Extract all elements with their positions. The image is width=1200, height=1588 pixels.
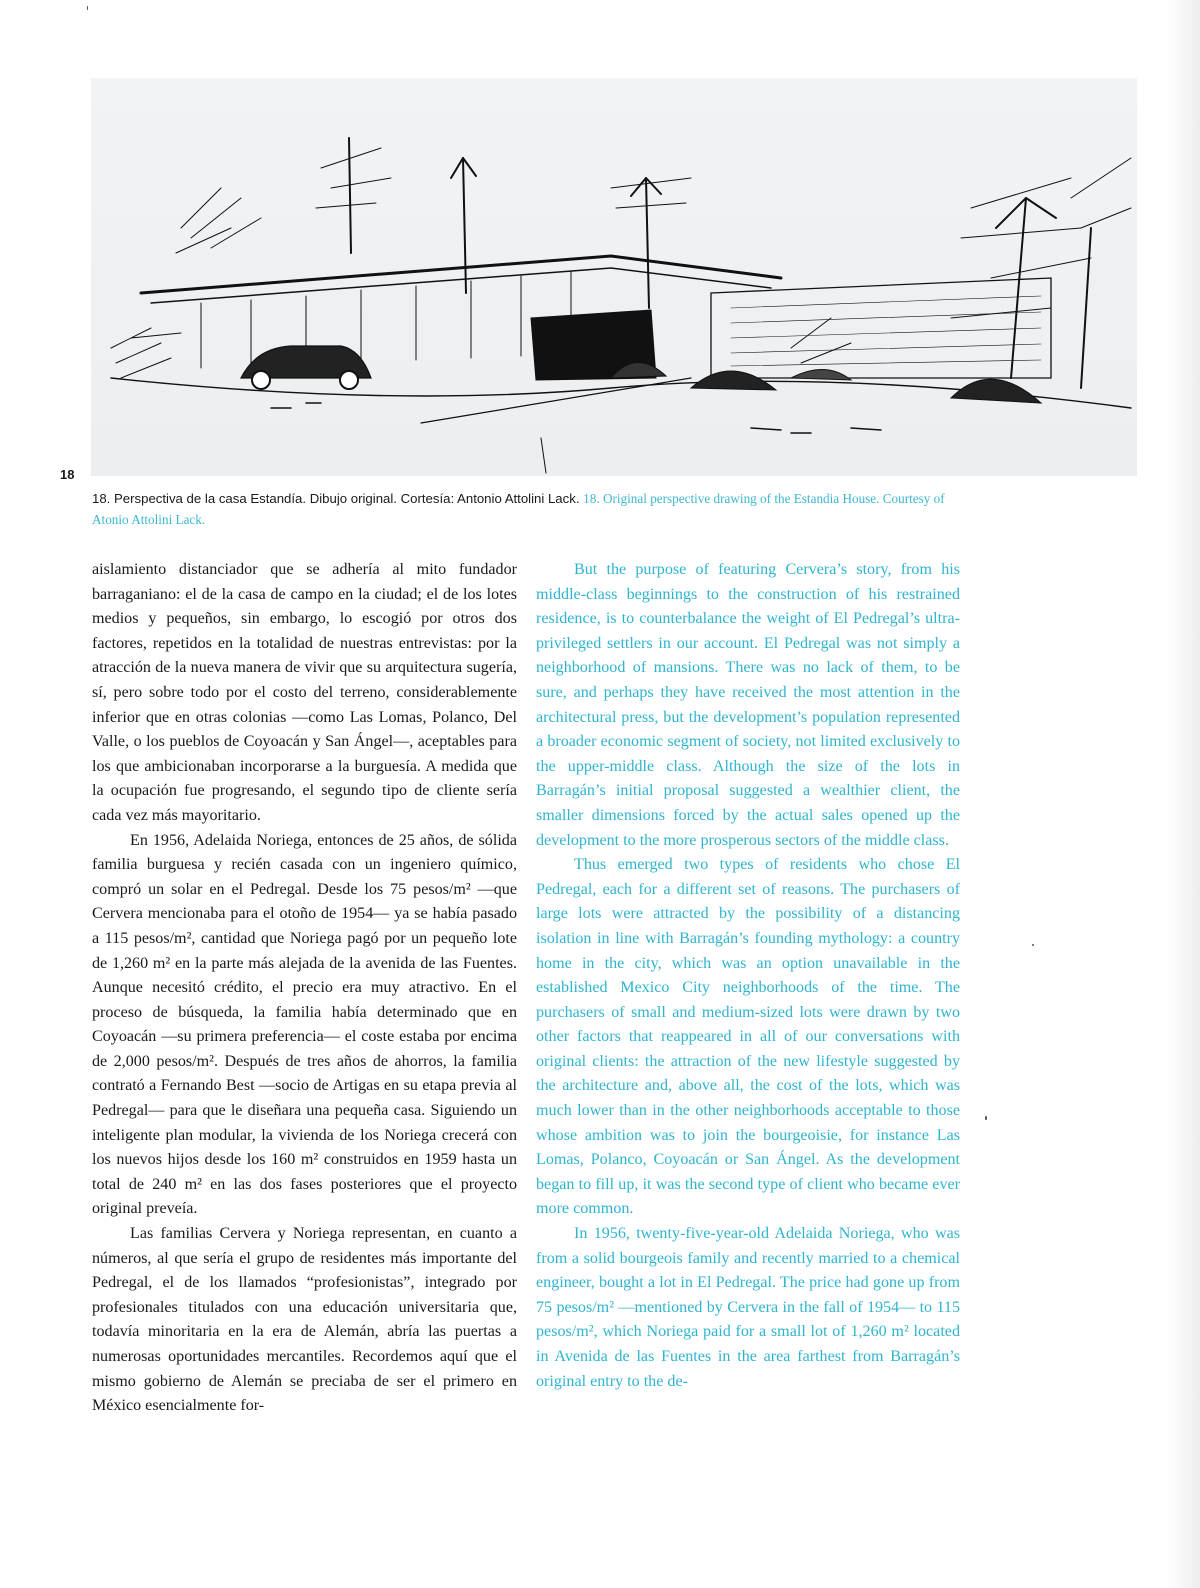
english-paragraph-3: In 1956, twenty-five-year-old Adelaida Noriega, who was from a solid bourgeois family and recently married to a chemical engineer, bought a lot in El Pedregal. The price had gone up from 75 pesos/m² —mentioned by Cervera in the fall of 1954— to 115 pesos/m², which Noriega paid for a small lot of 1,260 m² located in Avenida de las Fuentes in the area farthest from Barragán’s original entry to the de- — [536, 1225, 960, 1390]
spanish-paragraph-1: aislamiento distanciador que se adhería al mito fundador barraganiano: el de la casa de campo en la ciudad; el de los lotes medios y pequeños, sin embargo, lo escogió por otros dos factores, repetidos en la totalidad de nuestras entrevistas: por la atracción de la nueva manera de vivir que su arquitectura sugería, sí, pero sobre todo por el costo del terreno, considerablemente inferior que en otras colonias —como Las Lomas, Polanco, Del Valle, o los pueblos de Coyoacán y San Ángel—, aceptables para los que ambicionaban incorporarse a la burguesía. A medida que la ocupación fue progresando, el segundo tipo de cliente sería cada vez más mayoritario. — [92, 561, 517, 824]
english-paragraph-2: Thus emerged two types of residents who chose El Pedregal, each for a different set of reasons. The purchasers of large lots were attracted by the possibility of a distancing isolation in line with Barragán’s founding mythology: a country home in the city, which was an option unavailable in the established Mexico City neighborhoods of the time. The purchasers of small and medium-sized lots were drawn by two other factors that reappeared in all of our conversations with original clients: the attraction of the new lifestyle suggested by the architecture and, above all, the cost of the lots, which was much lower than in the other neighborhoods acceptable to those whose ambition was to join the bourgeoisie, for instance Las Lomas, Polanco, Coyoacán or San Ángel. As the development began to fill up, it was the second type of client who became ever more common. — [536, 856, 960, 1218]
spanish-paragraph-3: Las familias Cervera y Noriega representan, en cuanto a números, al que sería el grupo de residentes más importante del Pedregal, el de los llamados “profesionistas”, integrado por profesionales titulados con una educación universitaria que, todavía minoritaria en la era de Alemán, abría las puertas a numerosas oportunidades mercantiles. Recordemos aquí que el mismo gobierno de Alemán se preciaba de ser el primero en México esencialmente for- — [92, 1225, 517, 1415]
english-text-column — [536, 558, 960, 1394]
page-gutter-shadow — [1166, 0, 1200, 1588]
caption-english: 18. Original perspective drawing of the Estandia House. Courtesy of Atonio Attolini Lack. — [92, 491, 945, 527]
page-number: 18 — [60, 467, 75, 482]
spanish-paragraph-2: En 1956, Adelaida Noriega, entonces de 25 años, de sólida familia burguesa y recién casada con un ingeniero químico, compró un solar en el Pedregal. Desde los 75 pesos/m² —que Cervera mencionaba para el otoño de 1954— ya se había pasado a 115 pesos/m², cantidad que Noriega pagó por un pequeño lote de 1,260 m² en la parte más alejada de la avenida de las Fuentes. Aunque necesitó crédito, el precio era muy atractivo. En el proceso de búsqueda, la familia había determinado que en Coyoacán —su primera preferencia— el coste estaba por encima de 2,000 pesos/m². Después de tres años de ahorros, la familia contrató a Fernando Best —socio de Artigas en su etapa previa al Pedregal— para que le diseñara una pequeña casa. Siguiendo un inteligente plan modular, la vivienda de los Noriega crecerá con los nuevos hijos desde los 160 m² construidos en 1959 hasta un total de 240 m² en las dos fases posteriores que el proyecto original preveía. — [92, 831, 517, 1218]
architectural-perspective-sketch-icon — [91, 78, 1137, 476]
caption-spanish: 18. Perspectiva de la casa Estandía. Dibujo original. Cortesía: Antonio Attolini Lack. — [92, 491, 580, 506]
spanish-text-column — [92, 558, 517, 1419]
figure-caption — [92, 488, 972, 530]
figure-perspective-drawing — [91, 78, 1137, 476]
english-paragraph-1: But the purpose of featuring Cervera’s story, from his middle-class beginnings to the construction of his restrained residence, is to counterbalance the weight of El Pedregal’s ultra-privileged settlers in our account. El Pedregal was not simply a neighborhood of mansions. There was no lack of them, to be sure, and perhaps they have received the most attention in the architectural press, but the development’s population represented a broader economic segment of society, not limited exclusively to the upper-middle class. Although the size of the lots in Barragán’s initial proposal suggested a wealthier client, the smaller dimensions forced by the actual sales opened up the development to the more prosperous sectors of the middle class. — [536, 561, 960, 849]
